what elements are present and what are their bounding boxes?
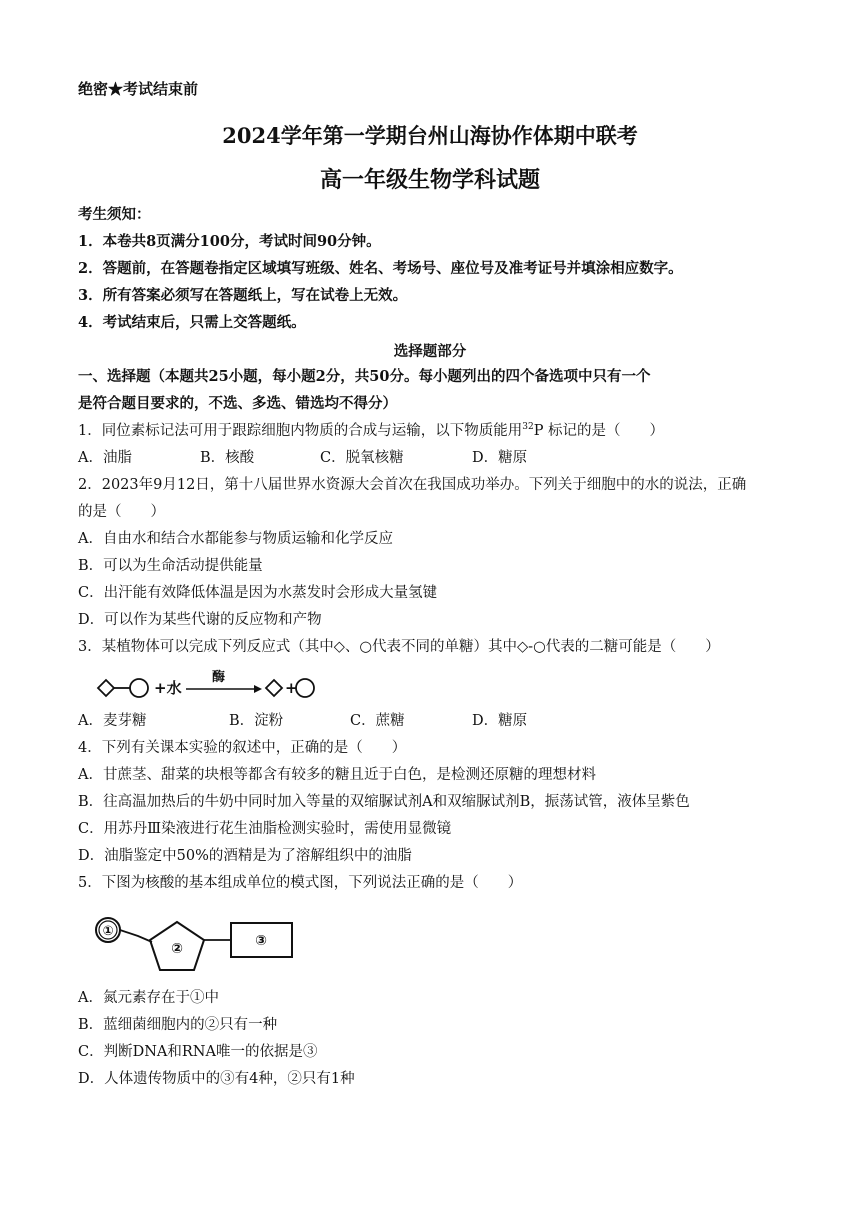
diamond-monosaccharide-icon bbox=[98, 680, 114, 696]
confidential-mark: 绝密★考试结束前 bbox=[78, 80, 199, 98]
nucleotide-diagram bbox=[90, 908, 305, 974]
option-b: B．往高温加热后的牛奶中同时加入等量的双缩脲试剂A和双缩脲试剂B，振荡试管，液体呈紫色 bbox=[78, 794, 690, 810]
option-c: C．脱氧核糖 bbox=[320, 450, 404, 466]
diamond-product-icon bbox=[266, 680, 282, 696]
question-5-stem: 5．下图为核酸的基本组成单位的模式图，下列说法正确的是（ ） bbox=[78, 875, 523, 891]
option-a: A．甘蔗茎、甜菜的块根等都含有较多的糖且近于白色，是检测还原糖的理想材料 bbox=[78, 767, 596, 783]
option-b: B．蓝细菌细胞内的②只有一种 bbox=[78, 1017, 278, 1033]
option-a: A．氮元素存在于①中 bbox=[78, 990, 219, 1006]
exam-subtitle: 高一年级生物学科试题 bbox=[319, 167, 540, 193]
notice-item: 2．答题前，在答题卷指定区域填写班级、姓名、考场号、座位号及准考证号并填涂相应数字。 bbox=[78, 260, 683, 277]
notice-item: 3．所有答案必须写在答题纸上，写在试卷上无效。 bbox=[78, 287, 408, 304]
option-b: B．核酸 bbox=[200, 450, 255, 466]
section-title: 选择题部分 bbox=[393, 343, 467, 360]
label-2: ② bbox=[171, 941, 183, 957]
circle-monosaccharide-icon bbox=[130, 679, 148, 697]
label-1: ① bbox=[102, 924, 114, 939]
option-c: C．蔗糖 bbox=[350, 713, 405, 729]
option-a: A．自由水和结合水都能参与物质运输和化学反应 bbox=[78, 531, 393, 547]
enzyme-label: 酶 bbox=[212, 670, 226, 685]
option-d: D．糖原 bbox=[472, 713, 528, 729]
notice-item: 1．本卷共8页满分100分，考试时间90分钟。 bbox=[78, 233, 381, 250]
option-c: C．判断DNA和RNA唯一的依据是③ bbox=[78, 1044, 318, 1060]
reaction-diagram bbox=[90, 668, 330, 704]
option-a: A．油脂 bbox=[78, 450, 132, 466]
bond-line-1 bbox=[120, 930, 152, 942]
plus-water-label: +水 bbox=[154, 679, 182, 697]
exam-title: 2024学年第一学期台州山海协作体期中联考 bbox=[222, 123, 638, 148]
question-2-stem: 的是（ ） bbox=[78, 504, 165, 520]
option-c: C．用苏丹Ⅲ染液进行花生油脂检测实验时，需使用显微镜 bbox=[78, 821, 452, 837]
label-3: ③ bbox=[255, 933, 267, 949]
option-d: D．人体遗传物质中的③有4种，②只有1种 bbox=[78, 1071, 355, 1087]
question-2-stem: 2．2023年9月12日，第十八届世界水资源大会首次在我国成功举办。下列关于细胞中的水的说法，正确 bbox=[78, 477, 747, 493]
option-d: D．糖原 bbox=[472, 450, 528, 466]
option-c: C．出汗能有效降低体温是因为水蒸发时会形成大量氢键 bbox=[78, 585, 438, 601]
question-4-stem: 4．下列有关课本实验的叙述中，正确的是（ ） bbox=[78, 740, 407, 756]
option-b: B．淀粉 bbox=[229, 713, 284, 729]
option-d: D．可以作为某些代谢的反应物和产物 bbox=[78, 612, 322, 628]
question-3-stem: 3．某植物体可以完成下列反应式（其中◇、○代表不同的单糖）其中◇-○代表的二糖可能是（ ） bbox=[78, 639, 720, 655]
plus-label: + bbox=[285, 679, 298, 697]
arrow-head-icon bbox=[254, 685, 262, 693]
question-1-stem: 1．同位素标记法可用于跟踪细胞内物质的合成与运输，以下物质能用$^{32}$P 标记的是（ ） bbox=[78, 422, 665, 439]
option-d: D．油脂鉴定中50%的酒精是为了溶解组织中的油脂 bbox=[78, 848, 412, 864]
notice-item: 4．考试结束后，只需上交答题纸。 bbox=[78, 314, 306, 331]
notice-heading: 考生须知： bbox=[78, 206, 151, 223]
section-heading: 是符合题目要求的，不选、多选、错选均不得分） bbox=[78, 395, 397, 412]
option-a: A．麦芽糖 bbox=[78, 713, 147, 729]
option-b: B．可以为生命活动提供能量 bbox=[78, 558, 263, 574]
circle-product-icon bbox=[296, 679, 314, 697]
section-heading: 一、选择题（本题共25小题，每小题2分，共50分。每小题列出的四个备选项中只有一个 bbox=[78, 368, 651, 385]
